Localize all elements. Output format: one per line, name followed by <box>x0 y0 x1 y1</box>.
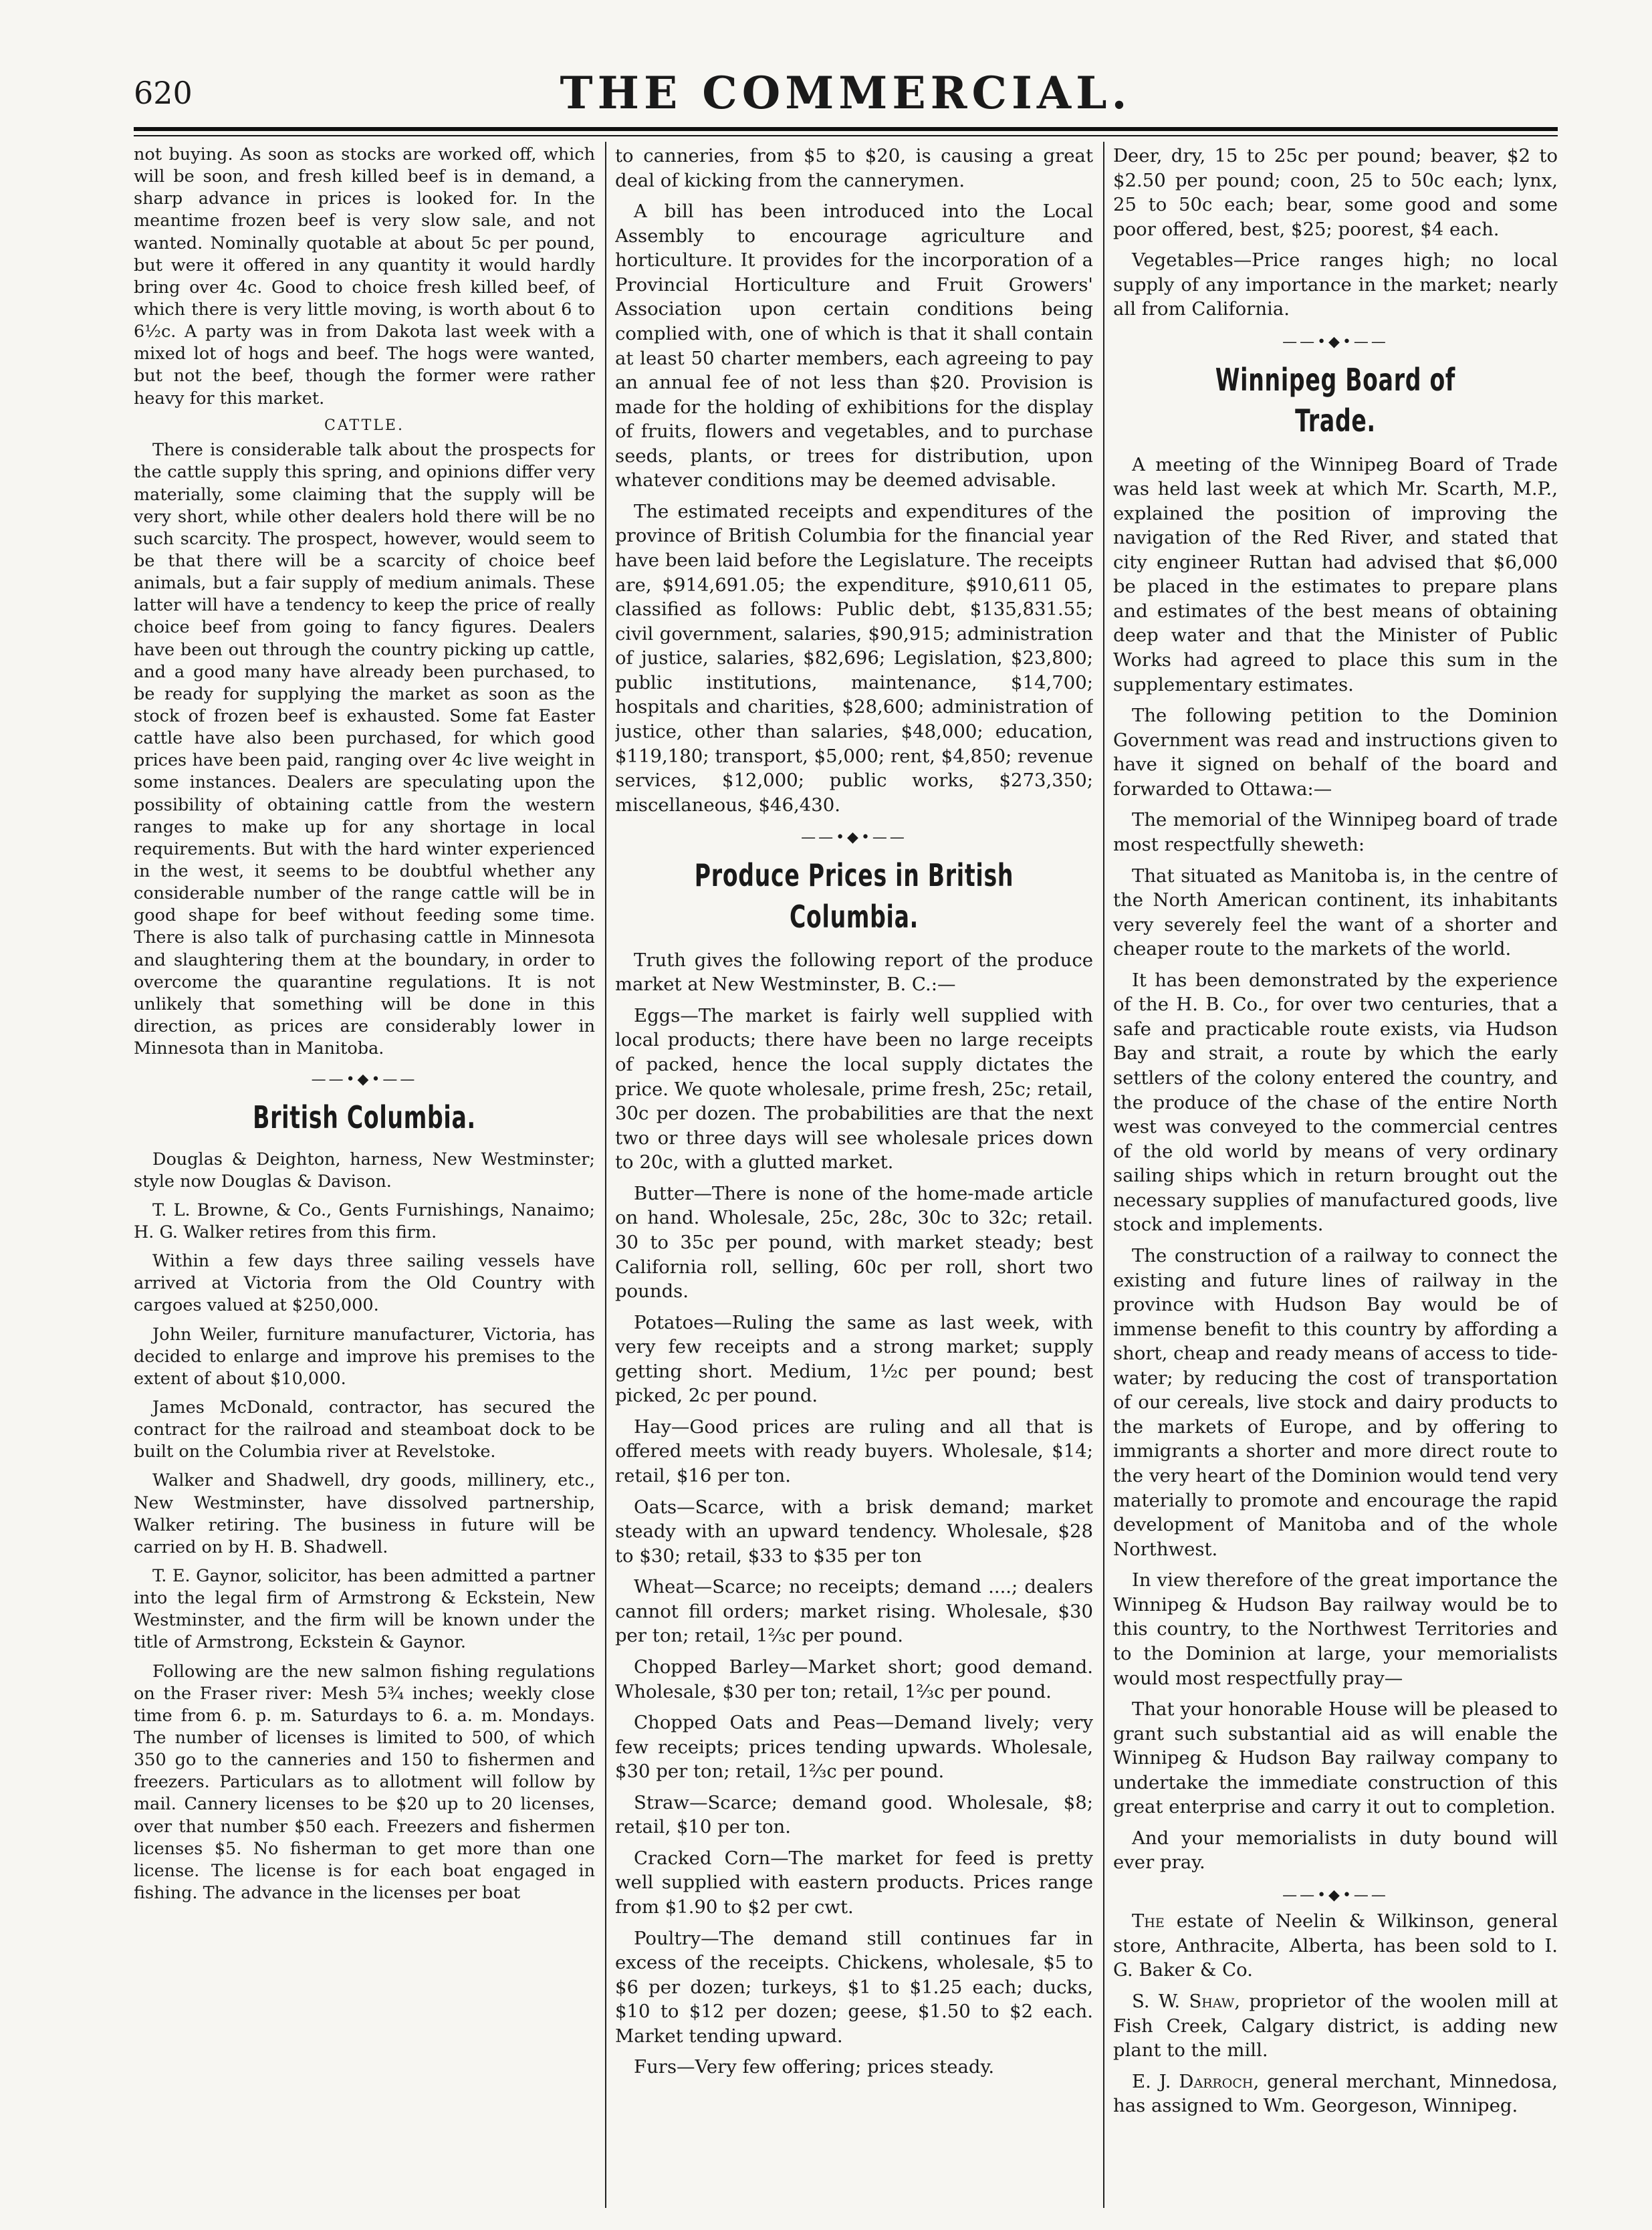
news-item: T. L. Browne, & Co., Gents Furnishings, Nanaimo; H. G. Walker retires from this firm. <box>134 1200 595 1243</box>
news-item-lead: S. W. Shaw, <box>1132 1990 1241 2012</box>
section-subhead-cattle: CATTLE. <box>324 417 404 434</box>
paragraph: to canneries, from $5 to $20, is causing a great deal of kicking from the cannerymen. <box>615 145 1093 191</box>
news-item-lead: The <box>1132 1910 1165 1932</box>
paragraph: The following petition to the Dominion Government was read and instructions given to have it signed on behalf of the board and forwarded to Ottawa:— <box>1113 705 1558 800</box>
header-rule-thin <box>134 135 1558 136</box>
news-item: Within a few days three sailing vessels have arrived at Victoria from the Old Country with cargoes valued at $250,000. <box>134 1251 595 1316</box>
news-item-text: estate of Neelin & Wilkinson, general store, Anthracite, Alberta, has been sold to I. G. Baker & Co. <box>1113 1910 1558 1981</box>
paragraph: That your honorable House will be pleased to grant such substantial aid as will enable the Winnipeg & Hudson Bay railway company to undertake the immediate construction of this great enterprise and carry it out to completion. <box>1113 1698 1558 1818</box>
paragraph: That situated as Manitoba is, in the centre of the North American continent, its inhabitants very severely feel the want of a shorter and cheaper route to the markets of the world. <box>1113 865 1558 960</box>
paragraph: Truth gives the following report of the produce market at New Westminster, B. C.:— <box>615 949 1093 996</box>
paragraph: Deer, dry, 15 to 25c per pound; beaver, $2 to $2.50 per pound; coon, 25 to 50c each; lynx, 25 to 50c each; bear, some good and some poor offered, best, $25; poorest, $4 each. <box>1113 145 1558 240</box>
paragraph: A meeting of the Winnipeg Board of Trade was held last week at which Mr. Scarth, M.P., explained the position of improving the navigation of the Red River, and stated that city engineer Ruttan had advised that $6,000 be placed in the estimates to prepare plans and estimates of the best means of obtaining deep water and that the Minister of Public Works had agreed to place this sum in the supplementary estimates. <box>1113 453 1558 695</box>
section-ornament: ——•◆•—— <box>311 1071 418 1089</box>
market-item: Chopped Barley—Market short; good demand. Wholesale, $30 per ton; retail, 1⅔c per pound. <box>615 1656 1093 1702</box>
market-item: Vegetables—Price ranges high; no local supply of any importance in the market; nearly all from California. <box>1113 249 1558 320</box>
market-item: Furs—Very few offering; prices steady. <box>634 2056 995 2078</box>
news-item <box>1113 1989 1558 2063</box>
market-item: Wheat—Scarce; no receipts; demand ....; dealers cannot fill orders; market rising. Wholesale, $30 per ton; retail, 1⅔c per pound. <box>615 1576 1093 1647</box>
market-item: Eggs—The market is fairly well supplied with local products; there have been no large receipts of packed, hence the local supply dictates the price. We quote wholesale, prime fresh, 25c; retail, 30c per dozen. The probabilities are that the next two or three days will see wholesale prices down to 20c, with a glutted market. <box>615 1004 1093 1174</box>
market-item: Cracked Corn—The market for feed is pretty well supplied with eastern products. Prices range from $1.90 to $2 per cwt. <box>615 1847 1093 1918</box>
market-item: Poultry—The demand still continues far in excess of the receipts. Chickens, wholesale, $5 to $6 per dozen; turkeys, $1 to $1.25 each; ducks, $10 to $12 per dozen; geese, $1.50 to $2 each. Market tending upward. <box>615 1927 1093 2047</box>
column-2 <box>615 144 1093 2203</box>
news-item <box>1113 2070 1558 2118</box>
column-1 <box>134 144 595 2203</box>
paragraph: not buying. As soon as stocks are worked off, which will be soon, and fresh killed beef is in demand, a sharp advance in prices is looked for. In the meantime frozen beef is very slow sale, and not wanted. Nominally quotable at about 5c per pound, but were it offered in any quantity it would hardly bring over 4c. Good to choice fresh killed beef, of which there is very little moving, is worth about 6 to 6½c. A party was in from Dakota last week with a mixed lot of hogs and beef. The hogs were wanted, but not the beef, though the former were rather heavy for this market. <box>134 144 595 409</box>
paragraph: In view therefore of the great importance the Winnipeg & Hudson Bay railway would be to this country, to the Northwest Territories and to the Dominion at large, your memorialists would most respectfully pray— <box>1113 1569 1558 1689</box>
masthead-title: THE COMMERCIAL. <box>560 67 1132 119</box>
market-item: Butter—There is none of the home-made article on hand. Wholesale, 25c, 28c, 30c to 32c; retail. 30 to 35c per pound, with market steady; best California roll, selling, 60c per roll, short two pounds. <box>615 1182 1093 1303</box>
news-item-lead: E. J. Darroch, <box>1132 2070 1260 2092</box>
market-item: Chopped Oats and Peas—Demand lively; very few receipts; prices tending upwards. Wholesale, $30 per ton; retail, 1⅔c per pound. <box>615 1712 1093 1783</box>
news-item <box>1113 1909 1558 1983</box>
section-ornament: ——•◆•—— <box>1282 333 1389 350</box>
market-item: Potatoes—Ruling the same as last week, with very few receipts and a strong market; supply getting short. Medium, 1½c per pound; best picked, 2c per pound. <box>615 1311 1093 1407</box>
paragraph: The construction of a railway to connect the existing and future lines of railway in the province with Hudson Bay would be of immense benefit to this country by affording a short, cheap and ready means of access to tide-water; by reducing the cost of transportation of our cereals, live stock and dairy products to the markets of Europe, and by offering to immigrants a shorter and more direct route to the very heart of the Dominion would tend very materially to promote and encourage the rapid development of Manitoba and of the whole Northwest. <box>1113 1244 1558 1560</box>
market-item: Hay—Good prices are ruling and all that is offered meets with ready buyers. Wholesale, $14; retail, $16 per ton. <box>615 1416 1093 1487</box>
section-ornament: ——•◆•—— <box>1282 1887 1389 1904</box>
section-ornament: ——•◆•—— <box>801 829 907 847</box>
news-item-text: proprietor of the woolen mill at Fish Creek, Calgary district, is adding new plant to the mill. <box>1113 1990 1558 2061</box>
news-item: Douglas & Deighton, harness, New Westminster; style now Douglas & Davison. <box>134 1149 595 1192</box>
paragraph: The memorial of the Winnipeg board of trade most respectfully sheweth: <box>1113 809 1558 855</box>
column-divider <box>605 142 606 2208</box>
paragraph: It has been demonstrated by the experience of the H. B. Co., for over two centuries, that a safe and practicable route exists, via Hudson Bay and strait, a route by which the early settlers of the colony entered the country, and the produce of the chase of the entire North west was conveyed to the commercial centres of the old world by means of very ordinary sailing ships which in return brought out the necessary supplies of manufactured goods, live stock and implements. <box>1113 969 1558 1236</box>
heading-produce-prices: Produce Prices in British Columbia. <box>694 857 1014 935</box>
news-item: Walker and Shadwell, dry goods, millinery, etc., New Westminster, have dissolved partnership, Walker retiring. The business in future will be carried on by H. B. Shadwell. <box>134 1470 595 1557</box>
page-header <box>134 67 1558 127</box>
column-divider <box>1103 142 1104 2208</box>
paragraph: The estimated receipts and expenditures of the province of British Columbia for the financial year have been laid before the Legislature. The receipts are, $914,691.05; the expenditure, $910,611 05, classified as follows: Public debt, $135,831.55; civil government, salaries, $90,915; administration of justice, salaries, $82,696; Legislation, $23,800; public institutions, maintenance, $14,700; hospitals and charities, $28,600; administration of justice, other than salaries, $48,000; education, $119,180; transport, $5,000; rent, $4,850; revenue services, $12,000; public works, $273,350; miscellaneous, $46,430. <box>615 500 1093 816</box>
market-item: Straw—Scarce; demand good. Wholesale, $8; retail, $10 per ton. <box>615 1791 1093 1838</box>
column-3 <box>1113 144 1558 2203</box>
paragraph: There is considerable talk about the prospects for the cattle supply this spring, and opinions differ very materially, some claiming that the supply will be very short, while other dealers hold there will be no such scarcity. The prospect, however, would seem to be that there will be a scarcity of choice beef animals, but a fair supply of medium animals. These latter will have a tendency to keep the price of really choice beef from going to fancy figures. Dealers have been out through the country picking up cattle, and a good many have already been purchased, to be ready for supplying the market as soon as the stock of frozen beef is exhausted. Some fat Easter cattle have also been purchased, for which good prices have been paid, ranging over 4c live weight in some instances. Dealers are speculating upon the possibility of obtaining cattle from the western ranges to make up for any shortage in local requirements. But with the hard winter experienced in the west, it seems to be doubtful whether any considerable number of the range cattle will be in good shape for beef without feeding some time. There is also talk of purchasing cattle in Minnesota and slaughtering them at the boundary, in order to overcome the quarantine regulations. It is not unlikely that something will be done in this direction, as prices are considerably lower in Minnesota than in Manitoba. <box>134 440 595 1059</box>
heading-winnipeg-board-of-trade: Winnipeg Board of Trade. <box>1215 362 1456 439</box>
news-item: T. E. Gaynor, solicitor, has been admitted a partner into the legal firm of Armstrong & Eckstein, New Westminster, and the firm will be known under the title of Armstrong, Eckstein & Gaynor. <box>134 1566 595 1653</box>
paragraph: And your memorialists in duty bound will ever pray. <box>1113 1827 1558 1874</box>
heading-british-columbia: British Columbia. <box>253 1099 476 1135</box>
news-item: James McDonald, contractor, has secured the contract for the railroad and steamboat dock to be built on the Columbia river at Revelstoke. <box>134 1398 595 1462</box>
news-item: Following are the new salmon fishing regulations on the Fraser river: Mesh 5¾ inches; weekly close time from 6. p. m. Saturdays to 6. a. m. Mondays. The number of licenses is limited to 500, of which 350 go to the canneries and 150 to fishermen and freezers. Particulars as to allotment will follow by mail. Cannery licenses to be $20 up to 20 licenses, over that number $50 each. Freezers and fishermen licenses $5. No fisherman to get more than one license. The license is for each boat engaged in fishing. The advance in the licenses per boat <box>134 1661 595 1903</box>
market-item: Oats—Scarce, with a brisk demand; market steady with an upward tendency. Wholesale, $28 to $30; retail, $33 to $35 per ton <box>615 1496 1093 1567</box>
header-rule-thick <box>134 127 1558 131</box>
paragraph: A bill has been introduced into the Local Assembly to encourage agriculture and horticulture. It provides for the incorporation of a Provincial Horticulture and Fruit Growers' Association upon certain conditions being complied with, one of which is that it shall contain at least 50 charter members, each agreeing to pay an annual fee of not less than $20. Provision is made for the holding of exhibitions for the display of fruits, flowers and vegetables, and to purchase seeds, plants, or trees for distribution, upon whatever conditions may be deemed advisable. <box>615 201 1093 491</box>
page-number: 620 <box>134 75 193 111</box>
news-item: John Weiler, furniture manufacturer, Victoria, has decided to enlarge and improve his premises to the extent of about $10,000. <box>134 1324 595 1389</box>
news-item-text: general merchant, Minnedosa, has assigned to Wm. Georgeson, Winnipeg. <box>1113 2070 1558 2117</box>
